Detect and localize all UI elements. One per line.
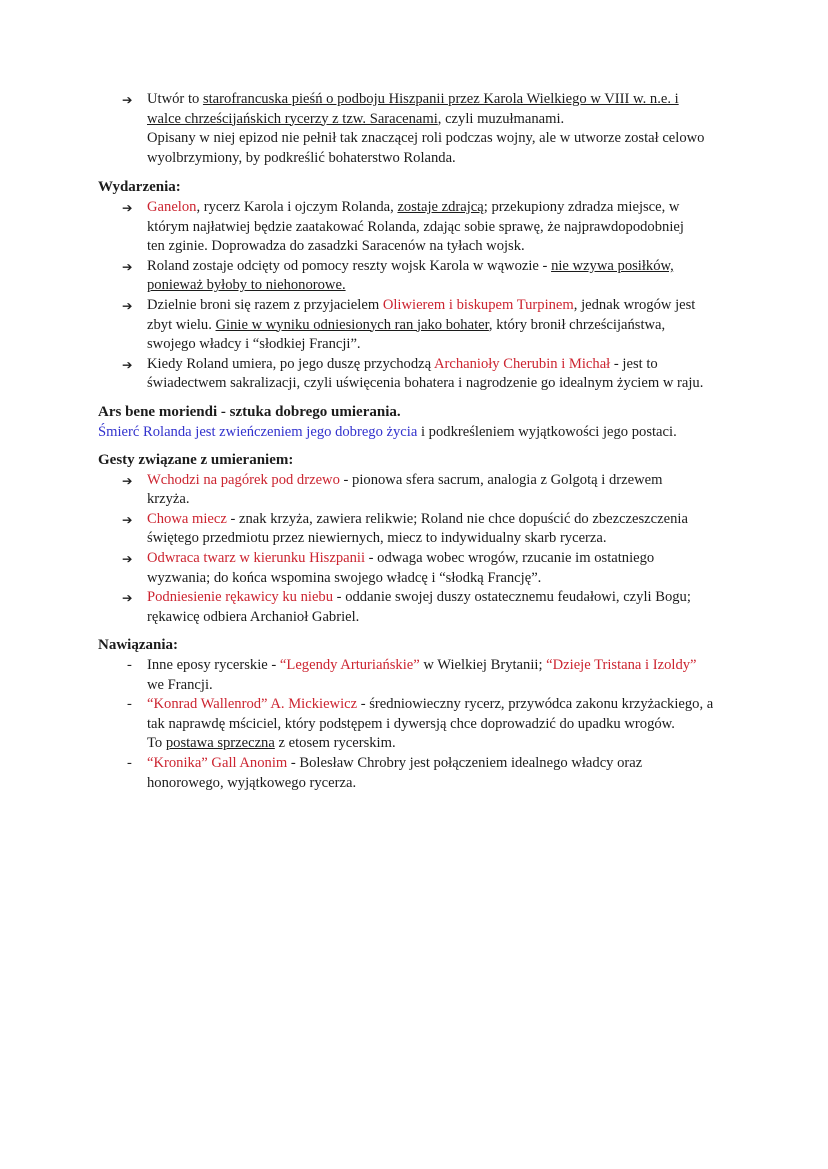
text-run: - jest to (610, 355, 658, 372)
arrow-bullet-icon: ➔ (122, 511, 133, 527)
list-item (98, 257, 738, 296)
text-run: Ginie w wyniku odniesionych ran jako bohater (215, 316, 489, 333)
section (98, 90, 738, 168)
dash-bullet-icon: - (127, 755, 132, 771)
text-run: starofrancuska pieśń o podboju Hiszpanii przez Karola Wielkiego w VIII w. n.e. i (202, 91, 679, 107)
dash-bullet-icon: - (127, 657, 132, 674)
text-run: Roland zostaje odcięty od pomocy reszty wojsk Karola w wąwozie - (147, 257, 552, 274)
text-run: krzyża. (147, 491, 190, 508)
text-run: Opisany w niej epizod nie pełnił tak znaczącej roli podczas wojny, ale w utworze został celowo (147, 130, 705, 147)
section-heading: Nawiązania: (98, 637, 178, 654)
text-run: Dzielnie broni się razem z przyjacielem (147, 296, 383, 313)
text-run: - Bolesław Chrobry jest połączeniem idealnego władcy oraz (287, 755, 643, 771)
text-run: Utwór to (147, 91, 203, 107)
text-run: ; przekupiony zdradza miejsce, w (483, 198, 680, 215)
text-run: - pionowa sfera sacrum, analogia z Golgotą i drzewem (339, 471, 663, 488)
dash-bullet-icon: - (127, 696, 132, 713)
text-run: Wchodzi na pagórek pod drzewo (147, 471, 340, 488)
bullet-list (98, 471, 738, 628)
text-run: wyzwania; do końca wspomina swojego władcę i “słodką Francję”. (147, 569, 542, 586)
text-run: we Francji. (147, 676, 213, 693)
text-run: , który bronił chrześcijaństwa, (488, 316, 666, 333)
text-run: Śmierć Rolanda jest zwieńczeniem jego dobrego życia (98, 423, 418, 440)
text-run: swojego władcy i “słodkiej Francji”. (147, 336, 361, 353)
section (98, 403, 738, 442)
text-run: “Kronika” Gall Anonim (147, 755, 288, 771)
text-run: i podkreśleniem wyjątkowości jego postaci. (417, 423, 677, 440)
section-heading: Wydarzenia: (98, 179, 181, 196)
text-run: w Wielkiej Brytanii; (419, 657, 547, 674)
text-run: , jednak wrogów jest (573, 296, 696, 313)
arrow-bullet-icon: ➔ (122, 590, 133, 606)
list-item (98, 471, 738, 510)
text-run: , czyli muzułmanami. (437, 110, 565, 127)
bullet-list (98, 90, 738, 168)
text-run: ponieważ byłoby to niehonorowe. (147, 277, 346, 294)
text-run: To (147, 735, 166, 752)
section (98, 178, 738, 394)
text-run: Odwraca twarz w kierunku Hiszpanii (147, 550, 366, 567)
text-run: “Dzieje Tristana i Izoldy” (546, 657, 697, 674)
text-run: zbyt wielu. (147, 316, 216, 333)
list-item (98, 549, 738, 588)
arrow-bullet-icon: ➔ (122, 92, 133, 107)
text-run: z etosem rycerskim. (274, 735, 396, 752)
text-run: Chowa miecz (147, 510, 227, 527)
list-item (98, 510, 738, 549)
text-run: - średniowieczny rycerz, przywódca zakonu krzyżackiego, a (357, 696, 714, 713)
list-item (98, 588, 738, 627)
text-run: tak naprawdę mściciel, który podstępem i dywersją chce doprowadzić do upadku wrogów. (147, 715, 675, 732)
text-run: świadectwem sakralizacji, czyli uświęcenia bohatera i nagrodzenie go idealnym życiem w raju. (147, 375, 704, 392)
text-run: - oddanie swojej duszy ostatecznemu feudałowi, czyli Bogu; (333, 589, 691, 606)
text-run: - znak krzyża, zawiera relikwie; Roland nie chce dopuścić do zbezczeszczenia (226, 510, 688, 527)
text-run: postawa sprzeczna (165, 735, 275, 752)
list-item (98, 198, 738, 257)
text-run: Ganelon (147, 198, 197, 215)
list-item (98, 90, 738, 168)
text-run: Inne eposy rycerskie - (147, 657, 280, 674)
bullet-list (98, 656, 738, 793)
text-run: nie wzywa posiłków, (551, 257, 674, 274)
arrow-bullet-icon: ➔ (122, 199, 133, 215)
text-run: Kiedy Roland umiera, po jego duszę przychodzą (147, 355, 434, 372)
text-run: zostaje zdrajcą (397, 198, 484, 215)
text-run: Podniesienie rękawicy ku niebu (147, 589, 334, 606)
bullet-list (98, 198, 738, 394)
section-heading: Ars bene moriendi - sztuka dobrego umierania. (98, 403, 401, 420)
text-run: wyolbrzymiony, by podkreślić bohaterstwo Rolanda. (147, 149, 456, 166)
list-item (98, 695, 738, 754)
text-run: walce chrześcijańskich rycerzy z tzw. Saracenami (147, 110, 438, 127)
text-run: którym najłatwiej będzie zaatakować Rolanda, zdając sobie sprawę, że najprawdopodobniej (147, 218, 684, 235)
text-run: honorowego, wyjątkowego rycerza. (147, 774, 357, 791)
text-run: , rycerz Karola i ojczym Rolanda, (196, 198, 398, 215)
text-run: rękawicę odbiera Archanioł Gabriel. (147, 608, 360, 625)
arrow-bullet-icon: ➔ (122, 551, 133, 567)
list-item (98, 355, 738, 394)
text-run: “Legendy Arturiańskie” (279, 657, 420, 674)
arrow-bullet-icon: ➔ (122, 258, 133, 274)
list-item (98, 296, 738, 355)
list-item (98, 656, 738, 695)
section (98, 636, 738, 793)
text-run: “Konrad Wallenrod” A. Mickiewicz (147, 696, 358, 713)
arrow-bullet-icon: ➔ (122, 472, 133, 488)
text-run: ten zginie. Doprowadza do zasadzki Saracenów na tyłach wojsk. (147, 238, 525, 255)
arrow-bullet-icon: ➔ (122, 356, 133, 372)
paragraph (98, 423, 738, 443)
text-run: Archanioły Cherubin i Michał (433, 355, 611, 372)
section-heading: Gesty związane z umieraniem: (98, 452, 294, 469)
text-run: świętego przedmiotu przez niewiernych, miecz to indywidualny skarb rycerza. (147, 530, 607, 547)
arrow-bullet-icon: ➔ (122, 297, 133, 313)
text-run: - odwaga wobec wrogów, rzucanie im ostatniego (365, 550, 655, 567)
section (98, 451, 738, 627)
list-item (98, 754, 738, 793)
text-run: Oliwierem i biskupem Turpinem (382, 296, 574, 313)
